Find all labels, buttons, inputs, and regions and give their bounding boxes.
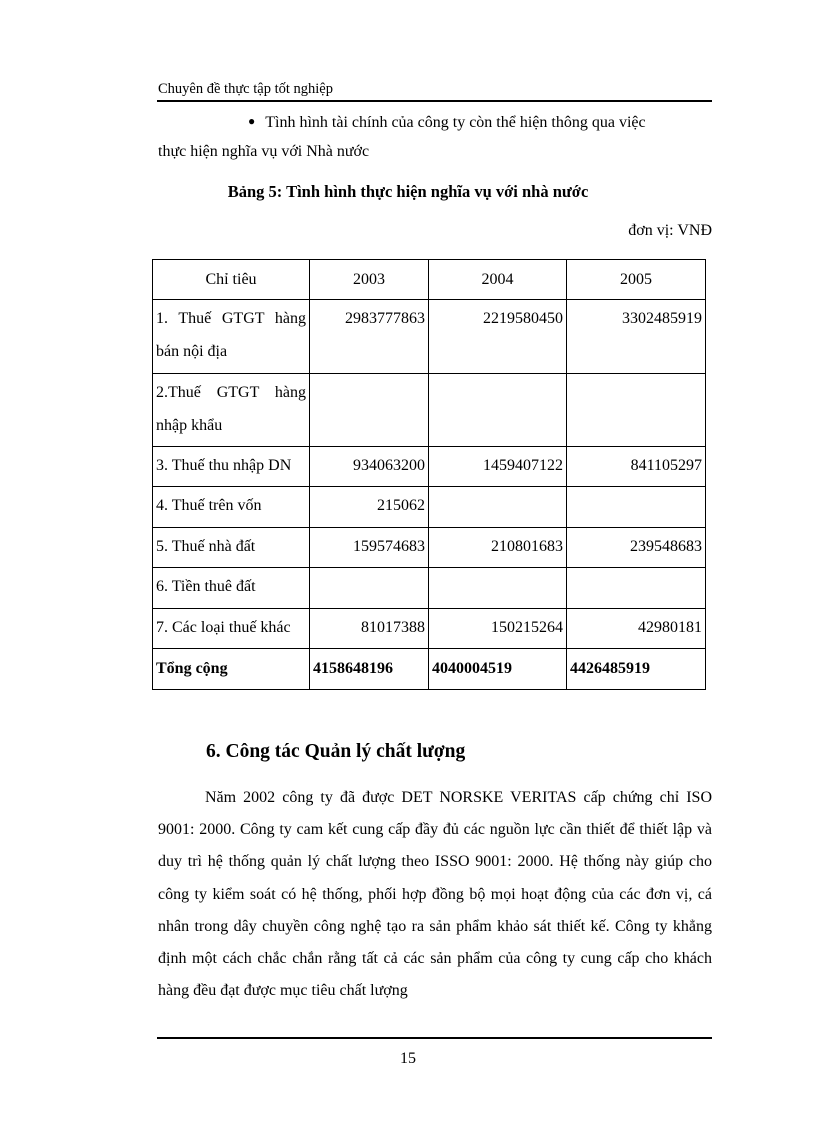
value-cell — [567, 568, 706, 609]
row-label: 5. Thuế nhà đất — [153, 528, 310, 568]
value-cell: 2983777863 — [310, 300, 429, 374]
value-cell — [310, 568, 429, 609]
value-cell: 210801683 — [429, 528, 567, 568]
table-row — [153, 447, 706, 487]
row-label: 7. Các loại thuế khác — [153, 609, 310, 649]
value-cell: 159574683 — [310, 528, 429, 568]
bullet-item — [248, 110, 646, 134]
value-cell: 841105297 — [567, 447, 706, 487]
total-cell: 4040004519 — [429, 649, 567, 690]
table-row — [153, 528, 706, 568]
value-cell: 42980181 — [567, 609, 706, 649]
header-cell: Chỉ tiêu — [153, 260, 310, 300]
bullet-continuation: thực hiện nghĩa vụ với Nhà nước — [158, 143, 370, 160]
total-cell: 4426485919 — [567, 649, 706, 690]
header-cell: 2004 — [429, 260, 567, 300]
value-cell — [429, 374, 567, 447]
header-cell: 2003 — [310, 260, 429, 300]
value-cell: 150215264 — [429, 609, 567, 649]
row-label: 2.Thuế GTGT hàng nhập khẩu — [153, 374, 310, 447]
table-row — [153, 487, 706, 528]
table-title: Bảng 5: Tình hình thực hiện nghĩa vụ với nhà nước — [227, 182, 589, 201]
bullet-text: Tình hình tài chính của công ty còn thể hiện thông qua việc — [265, 114, 646, 131]
value-cell: 81017388 — [310, 609, 429, 649]
row-label: 3. Thuế thu nhập DN — [153, 447, 310, 487]
total-cell: 4158648196 — [310, 649, 429, 690]
bullet-icon: ● — [248, 114, 256, 128]
total-label: Tổng cộng — [153, 649, 310, 690]
value-cell — [310, 374, 429, 447]
row-label: 4. Thuế trên vốn — [153, 487, 310, 528]
row-label: 6. Tiền thuê đất — [153, 568, 310, 609]
value-cell: 239548683 — [567, 528, 706, 568]
value-cell — [429, 568, 567, 609]
table-unit: đơn vị: VNĐ — [628, 222, 712, 239]
header-rule — [157, 100, 712, 102]
table-row — [153, 568, 706, 609]
value-cell: 2219580450 — [429, 300, 567, 374]
row-label: 1. Thuế GTGT hàng bán nội địa — [153, 300, 310, 374]
value-cell — [567, 374, 706, 447]
table-row — [153, 300, 706, 374]
value-cell: 934063200 — [310, 447, 429, 487]
value-cell — [429, 487, 567, 528]
table-row — [153, 609, 706, 649]
table-header-row — [153, 260, 706, 300]
table-total-row — [153, 649, 706, 690]
value-cell: 3302485919 — [567, 300, 706, 374]
section-heading: 6. Công tác Quản lý chất lượng — [206, 741, 466, 762]
tax-table — [152, 259, 706, 690]
section-paragraph: Năm 2002 công ty đã được DET NORSKE VERITAS cấp chứng chỉ ISO 9001: 2000. Công ty cam kết cung cấp đầy đủ các nguồn lực cần thiết để thiết lập và duy trì hệ thống quản lý chất lượng theo ISSO 9001: 2000. Hệ thống này giúp cho công ty kiểm soát có hệ thống, phối hợp đồng bộ mọi hoạt động của các đơn vị, cá nhân trong dây chuyền công nghệ tạo ra sản phẩm khảo sát thiết kế. Công ty khẳng định một cách chắc chắn rằng tất cả các sản phẩm của công ty cung cấp cho khách hàng đều đạt được mục tiêu chất lượng — [158, 789, 712, 1000]
table-row — [153, 374, 706, 447]
page-number: 15 — [400, 1050, 416, 1067]
footer-rule — [157, 1037, 712, 1039]
header-cell: 2005 — [567, 260, 706, 300]
value-cell — [567, 487, 706, 528]
value-cell: 215062 — [310, 487, 429, 528]
running-header: Chuyên đề thực tập tốt nghiệp — [158, 81, 333, 97]
value-cell: 1459407122 — [429, 447, 567, 487]
